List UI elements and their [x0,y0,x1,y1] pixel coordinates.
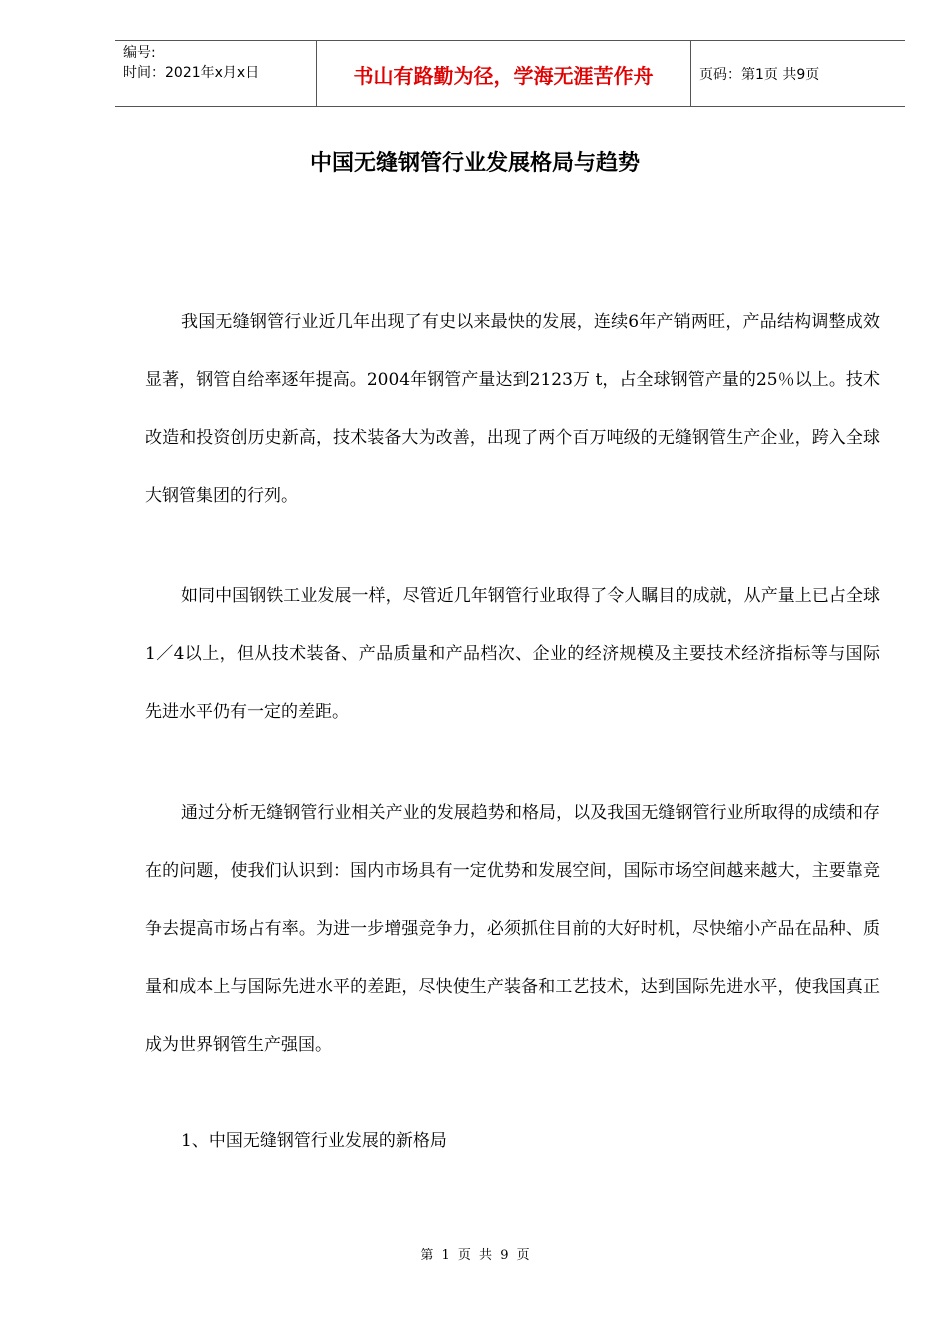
page-footer: 第 1 页 共 9 页 [420,1248,530,1263]
header-motto: 书山有路勤为径，学海无涯苦作舟 [353,63,654,88]
document-number-label: 编号: [123,45,156,61]
paragraph-2: 如同中国钢铁工业发展一样，尽管近几年钢管行业取得了令人瞩目的成就，从产量上已占全球1／4以上，但从技术装备、产品质量和产品档次、企业的经济规模及主要技术经济指标等与国际先进水平仍有一定的差距。 [145,586,880,722]
document-header [115,40,905,107]
document-title: 中国无缝钢管行业发展格局与趋势 [309,150,640,176]
header-divider-right [690,41,691,107]
paragraph-1: 我国无缝钢管行业近几年出现了有史以来最快的发展，连续6年产销两旺，产品结构调整成效显著，钢管自给率逐年提高。2004年钢管产量达到2123万 t，占全球钢管产量的25％以上。技术改造和投资创历史新高，技术装备大为改善，出现了两个百万吨级的无缝钢管生产企业，跨入全球大钢管集团的行列。 [145,312,880,506]
document-time-label: 时间：2021年x月x日 [123,65,260,81]
paragraph-3: 通过分析无缝钢管行业相关产业的发展趋势和格局，以及我国无缝钢管行业所取得的成绩和存在的问题，使我们认识到：国内市场具有一定优势和发展空间，国际市场空间越来越大，主要靠竞争去提高市场占有率。为进一步增强竞争力，必须抓住目前的大好时机，尽快缩小产品在品种、质量和成本上与国际先进水平的差距，尽快使生产装备和工艺技术，达到国际先进水平，使我国真正成为世界钢管生产强国。 [145,803,880,1055]
header-meta [123,43,259,83]
section-heading: 1、中国无缝钢管行业发展的新格局 [181,1131,447,1151]
header-page-info: 页码：第1页 共9页 [699,67,820,83]
